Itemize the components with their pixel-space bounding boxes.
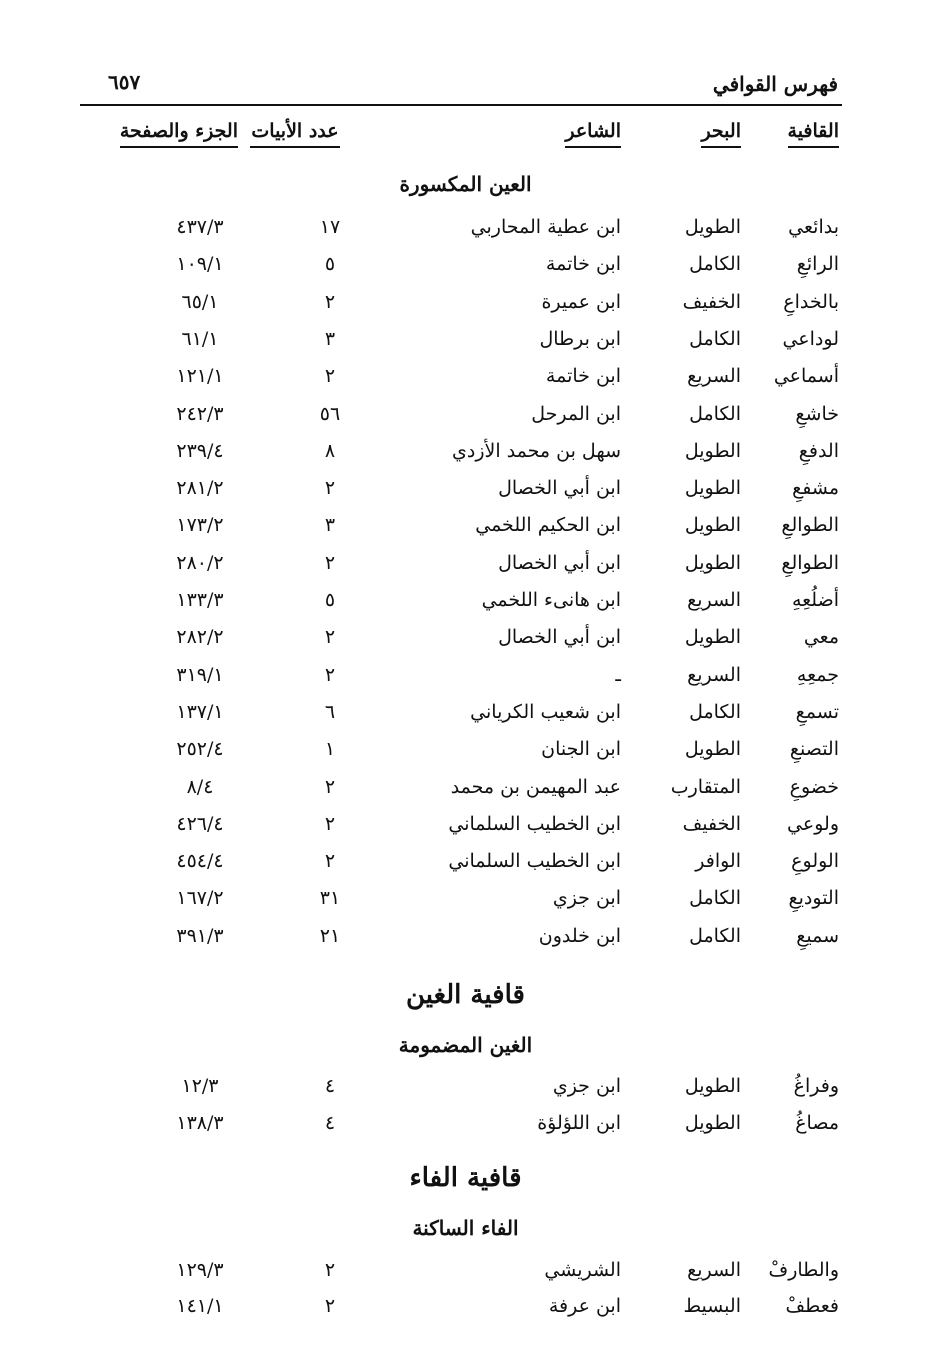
index-row <box>0 925 931 961</box>
cell-rhyme: بدائعي <box>788 216 839 238</box>
cell-rhyme: التوديعِ <box>788 887 839 910</box>
cell-meter: الخفيف <box>682 812 741 835</box>
cell-ref: ٢٥٢/٤ <box>176 738 224 761</box>
cell-poet: ابن برطال <box>539 327 621 350</box>
cell-rhyme: الولوعِ <box>791 850 839 873</box>
cell-ref: ٨/٤ <box>186 775 214 798</box>
cell-meter: الكامل <box>689 924 741 947</box>
cell-rhyme: الطوالعِ <box>781 551 839 574</box>
cell-rhyme: التصنعِ <box>789 738 839 761</box>
cell-poet: ابن خاتمة <box>545 365 621 388</box>
cell-poet: ابن جزي <box>552 887 621 910</box>
cell-rhyme: ولوعي <box>787 812 839 835</box>
cell-count: ٢١ <box>319 924 341 947</box>
section-sub-heading: الفاء الساكنة <box>412 1216 519 1240</box>
cell-poet: ابن جزي <box>552 1075 621 1097</box>
col-header-ref: الجزء والصفحة <box>120 120 238 148</box>
index-row <box>0 776 931 812</box>
cell-count: ٢ <box>324 850 336 873</box>
cell-count: ٢ <box>324 626 336 649</box>
index-row <box>0 850 931 886</box>
cell-meter: الطويل <box>684 626 741 649</box>
section-sub-heading: الغين المضمومة <box>398 1033 533 1057</box>
index-row <box>0 514 931 550</box>
cell-count: ٥ <box>324 589 336 611</box>
cell-poet: ابن شعيب الكرياني <box>470 700 621 723</box>
cell-ref: ٤٥٤/٤ <box>176 850 224 873</box>
cell-count: ٢ <box>324 1259 336 1281</box>
cell-rhyme: خضوعِ <box>789 775 839 798</box>
cell-poet: ابن هانىء اللخمي <box>481 589 621 611</box>
cell-count: ١ <box>324 738 336 761</box>
cell-poet: ابن أبي الخصال <box>498 551 621 574</box>
cell-meter: الطويل <box>684 738 741 761</box>
cell-poet: ابن الحكيم اللخمي <box>475 514 621 537</box>
cell-poet: ابن الجنان <box>541 738 621 761</box>
cell-rhyme: جمعِهِ <box>796 663 839 686</box>
cell-rhyme: الطوالعِ <box>781 514 839 537</box>
cell-meter: الكامل <box>689 327 741 350</box>
cell-count: ٢ <box>324 551 336 574</box>
cell-meter: الطويل <box>684 477 741 500</box>
col-header-poet: الشاعر <box>565 120 621 148</box>
cell-meter: السريع <box>687 589 741 611</box>
cell-ref: ٣٩١/٣ <box>176 924 224 947</box>
index-row <box>0 626 931 662</box>
index-row <box>0 738 931 774</box>
cell-rhyme: فعطفْ <box>785 1295 839 1317</box>
cell-ref: ٢٣٩/٤ <box>176 439 224 462</box>
cell-meter: الطويل <box>684 439 741 462</box>
cell-poet: ابن الخطيب السلماني <box>448 850 621 873</box>
cell-rhyme: مشفعِ <box>792 477 839 500</box>
cell-count: ٤ <box>324 1075 336 1097</box>
cell-meter: الكامل <box>689 402 741 425</box>
cell-count: ٢ <box>324 290 336 313</box>
cell-rhyme: سميعِ <box>796 924 839 947</box>
cell-poet: ابن عميرة <box>541 290 621 313</box>
cell-rhyme: الدفعِ <box>798 439 839 462</box>
index-row <box>0 1112 931 1148</box>
page-number: ٦٥٧ <box>108 70 141 94</box>
cell-meter: الطويل <box>684 1112 741 1134</box>
index-row <box>0 216 931 252</box>
cell-meter: السريع <box>687 1259 741 1281</box>
cell-count: ٢ <box>324 775 336 798</box>
cell-poet: ابن خلدون <box>538 924 621 947</box>
cell-poet: ابن خاتمة <box>545 253 621 276</box>
index-row <box>0 328 931 364</box>
cell-rhyme: أسماعي <box>773 365 839 388</box>
cell-rhyme: والطارفْ <box>768 1259 839 1281</box>
cell-count: ٣١ <box>319 887 341 910</box>
cell-count: ٢ <box>324 365 336 388</box>
cell-rhyme: بالخداعِ <box>783 290 839 313</box>
index-row <box>0 403 931 439</box>
index-row <box>0 589 931 625</box>
index-row <box>0 1075 931 1111</box>
cell-rhyme: خاشعِ <box>795 402 839 425</box>
cell-count: ٤ <box>324 1112 336 1134</box>
index-row <box>0 552 931 588</box>
cell-poet: عبد المهيمن بن محمد <box>450 775 621 798</box>
index-row <box>0 887 931 923</box>
cell-count: ٦ <box>324 700 336 723</box>
cell-ref: ١٠٩/١ <box>176 253 224 276</box>
cell-ref: ٢٨٢/٢ <box>176 626 224 649</box>
cell-rhyme: أضلُعِهِ <box>791 589 839 611</box>
cell-meter: الطويل <box>684 1075 741 1097</box>
column-headers <box>0 120 931 156</box>
cell-meter: الخفيف <box>682 290 741 313</box>
cell-meter: البسيط <box>683 1295 741 1317</box>
cell-poet: ابن أبي الخصال <box>498 626 621 649</box>
cell-poet: ابن اللؤلؤة <box>537 1112 621 1134</box>
cell-ref: ٢٤٢/٣ <box>176 402 224 425</box>
cell-poet: ابن عطية المحاربي <box>470 216 621 238</box>
cell-poet: ابن الخطيب السلماني <box>448 812 621 835</box>
cell-count: ١٧ <box>319 216 341 238</box>
cell-meter: الكامل <box>689 887 741 910</box>
index-row <box>0 1295 931 1331</box>
section-major-heading: قافية الغين <box>406 980 525 1010</box>
cell-poet: ابن أبي الخصال <box>498 477 621 500</box>
index-row <box>0 477 931 513</box>
col-header-count: عدد الأبيات <box>250 120 340 148</box>
index-row <box>0 813 931 849</box>
cell-count: ٢ <box>324 1295 336 1317</box>
cell-ref: ٦١/١ <box>181 327 219 350</box>
cell-ref: ١٣٨/٣ <box>176 1112 224 1134</box>
cell-ref: ١٢٩/٣ <box>176 1259 224 1281</box>
page-header <box>80 68 842 106</box>
cell-count: ٢ <box>324 477 336 500</box>
cell-ref: ٦٥/١ <box>181 290 219 313</box>
cell-rhyme: وفراغُ <box>793 1075 839 1097</box>
cell-meter: الطويل <box>684 514 741 537</box>
index-row <box>0 1259 931 1295</box>
cell-meter: الكامل <box>689 700 741 723</box>
section-major-heading: قافية الفاء <box>409 1163 522 1193</box>
cell-ref: ٣١٩/١ <box>176 663 224 686</box>
cell-ref: ١٢١/١ <box>176 365 224 388</box>
cell-ref: ٢٨٠/٢ <box>176 551 224 574</box>
index-row <box>0 440 931 476</box>
cell-ref: ١٦٧/٢ <box>176 887 224 910</box>
cell-meter: الكامل <box>689 253 741 276</box>
cell-count: ٥ <box>324 253 336 276</box>
cell-meter: المتقارب <box>670 775 741 798</box>
cell-count: ٣ <box>324 514 336 537</box>
cell-rhyme: الرائعِ <box>796 253 839 276</box>
col-header-meter: البحر <box>701 120 741 148</box>
cell-poet: سهل بن محمد الأزدي <box>452 439 621 462</box>
cell-ref: ١٢/٣ <box>181 1075 219 1097</box>
cell-ref: ١٣٧/١ <box>176 700 224 723</box>
cell-count: ٥٦ <box>319 402 341 425</box>
cell-meter: الطويل <box>684 551 741 574</box>
cell-count: ٨ <box>324 439 336 462</box>
cell-poet: ابن المرحل <box>531 402 621 425</box>
cell-meter: السريع <box>687 663 741 686</box>
cell-rhyme: مصاغُ <box>795 1112 839 1134</box>
index-row <box>0 664 931 700</box>
cell-rhyme: معي <box>803 626 839 649</box>
cell-ref: ١٣٣/٣ <box>176 589 224 611</box>
index-row <box>0 701 931 737</box>
index-row <box>0 291 931 327</box>
section-sub-heading: العين المكسورة <box>399 172 532 196</box>
cell-count: ٢ <box>324 812 336 835</box>
cell-ref: ٢٨١/٢ <box>176 477 224 500</box>
cell-poet: الشريشي <box>544 1259 621 1281</box>
col-header-rhyme: القافية <box>788 120 839 148</box>
cell-poet: ـ <box>615 663 621 686</box>
cell-ref: ١٧٣/٢ <box>176 514 224 537</box>
cell-ref: ١٤١/١ <box>176 1295 224 1317</box>
cell-rhyme: تسمعِ <box>795 700 839 723</box>
cell-meter: السريع <box>687 365 741 388</box>
index-row <box>0 365 931 401</box>
index-row <box>0 253 931 289</box>
cell-count: ٣ <box>324 327 336 350</box>
cell-rhyme: لوداعي <box>782 327 839 350</box>
cell-ref: ٤٢٦/٤ <box>176 812 224 835</box>
cell-count: ٢ <box>324 663 336 686</box>
cell-poet: ابن عرفة <box>548 1295 621 1317</box>
cell-ref: ٤٣٧/٣ <box>176 216 224 238</box>
cell-meter: الوافر <box>695 850 741 873</box>
running-title: فهرس القوافي <box>712 72 838 96</box>
cell-meter: الطويل <box>684 216 741 238</box>
